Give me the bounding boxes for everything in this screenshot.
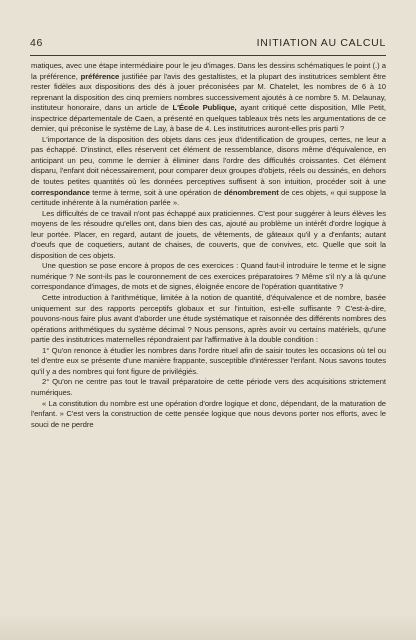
bold-term: correspondance bbox=[31, 187, 90, 197]
text-run: ayant critiqué cette disposition, Mlle Petit, inspectrice départementale de Caen, a présenté en quelques tableaux très nets les argumentations de ce dernier, qui préconise le système de Lay, à base de 4. Les institutrices auront-elles pris parti ? bbox=[31, 103, 386, 134]
text-run: matiques, avec une étape intermédiaire pour le jeu d'images. Dans les dessins schématiques le point (.) a la préférence, bbox=[31, 61, 386, 81]
paragraph bbox=[31, 377, 386, 398]
article-body bbox=[31, 61, 386, 430]
text-run: Cette introduction à l'arithmétique, limitée à la notion de quantité, d'équivalence et de nombre, basée uniquement sur des rapports perceptifs globaux et sur l'intuition, est-elle suffisante ? C'est-à-dire, pouvons-nous faire plus avant d'aborder une étude systématique et raisonnée des différents nombres des opérations arithmétiques du système décimal ? Nous pensons, après avoir vu certains matériels, qu'une partie des institutrices maternelles répondraient par l'affirmative à la double condition : bbox=[31, 293, 386, 345]
bold-term: préférence bbox=[80, 71, 120, 81]
paragraph bbox=[31, 346, 386, 378]
text-run: L'importance de la disposition des objets dans ces jeux d'identification de groupes, certes, ne leur a pas échappé. D'instinct, elles réservent cet élément de ressemblance, disons même d'équivalence, en anticipant un peu, comme le dernier à éliminer dans l'ordre des difficultés croissantes. Cet élément disparu, l'enfant doit nécessairement, pour comparer deux groupes d'objets, réels ou dessinés, en dehors de toutes petites quantités où les données perceptives suffisent à son intuition, procéder soit à une bbox=[31, 134, 386, 187]
running-title: INITIATION AU CALCUL bbox=[256, 37, 386, 49]
header-rule bbox=[30, 55, 386, 56]
paragraph bbox=[31, 293, 386, 346]
paragraph bbox=[31, 61, 386, 135]
paragraph bbox=[31, 135, 386, 209]
text-run: Les difficultés de ce travail n'ont pas échappé aux praticiennes. C'est pour suggérer à leurs élèves les moyens de les résoudre qu'elles ont, dans bien des cas, ajouté au problème un intérêt d'ordre logique à leur portée. Placer, en regard, autant de jouets, de vêtements, de gâteaux qu'il y a d'enfants; autant d'oeufs que de coquetiers, autant de chaises, de couverts, que de convives, etc. Quelle que soit la disposition de ces objets. bbox=[31, 208, 386, 260]
text-run: « La constitution du nombre est une opération d'ordre logique et donc, dépendant, de la maturation de l'enfant. » C'est vers la construction de cette pensée logique que nous devons porter nos efforts, avec le souci de ne perdre bbox=[31, 398, 386, 429]
text-run: 2° Qu'on ne centre pas tout le travail préparatoire de cette période vers des acquisitions strictement numériques. bbox=[31, 377, 386, 397]
bold-term: L'École Publique, bbox=[172, 103, 237, 113]
page-header bbox=[30, 37, 386, 51]
text-run: 1° Qu'on renonce à étudier les nombres dans l'ordre rituel afin de saisir toutes les occasions où tel ou tel d'entre eux se présente d'une manière frappante, susceptible d'intéresser l'enfant. Nous savons toutes qu'il y a des nombres qui font figure de privilégiés. bbox=[31, 345, 386, 376]
text-run: terme à terme, soit à une opération de bbox=[89, 187, 225, 197]
text-run: Une question se pose encore à propos de ces exercices : Quand faut-il introduire le terme et le signe numérique ? Ne sont-ils pas le couronnement de ces exercices préparatoires ? Même s'il n'y a là qu'une correspondance d'images, de mots et de signes, éloignée encore de l'opération quantitative ? bbox=[31, 261, 386, 292]
paragraph bbox=[31, 399, 386, 431]
page-number: 46 bbox=[30, 37, 44, 49]
paragraph bbox=[31, 209, 386, 262]
bold-term: dénombrement bbox=[224, 187, 279, 197]
page-shadow bbox=[0, 614, 416, 640]
paragraph bbox=[31, 261, 386, 293]
text-run: justifiée par l'avis des gestaltistes, et la plupart des institutrices semblent être rester fidèles aux dispositions des dés à jouer préconisées par M. Chatelet, les nombres de 6 à 10 reprenant la disposition des cinq premiers nombres successivement ajoutés à ce nombre 5. M. Delaunay, instituteur honoraire, dans un article de bbox=[31, 71, 386, 113]
text-run: de ces objets, « qui suppose la certitude inhérente à la numération parlée ». bbox=[31, 187, 386, 208]
